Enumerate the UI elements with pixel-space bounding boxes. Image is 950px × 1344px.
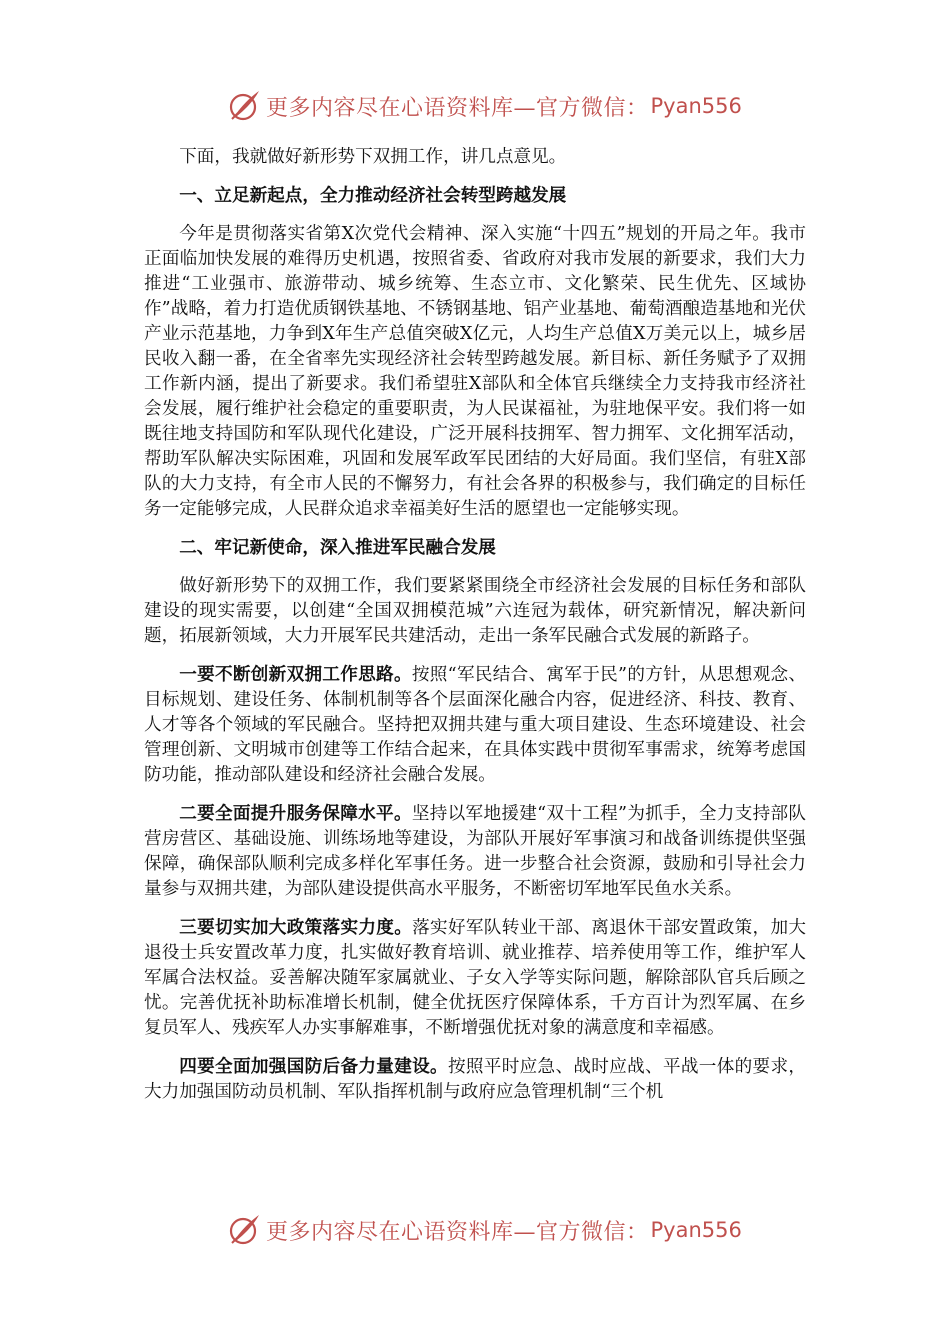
point-lead: 三要切实加大政策落实力度。: [179, 917, 413, 938]
watermark-header: [226, 86, 742, 126]
point-text: 落实好军队转业干部、离退休干部安置政策，加大退役士兵安置改革力度，扎实做好教育培训、就业推荐、培养使用等工作，维护军人军属合法权益。妥善解决随军家属就业、子女入学等实际问题，解除部队官兵后顾之忧。完善优抚补助标准增长机制，健全优抚医疗保障体系，千方百计为烈军属、在乡复员军人、残疾军人办实事解难事，不断增强优抚对象的满意度和幸福感。: [144, 918, 806, 1038]
quill-logo-icon: [226, 1212, 262, 1248]
point-paragraph: [144, 1054, 806, 1105]
watermark-wechat-id: Pyan556: [650, 1218, 742, 1242]
point-paragraph: [144, 915, 806, 1041]
watermark-text: 更多内容尽在心语资料库—官方微信：: [266, 1219, 649, 1245]
point-text: 按照“军民结合、寓军于民”的方针，从思想观念、目标规划、建设任务、体制机制等各个层面深化融合内容，促进经济、科技、教育、人才等各个领域的军民融合。坚持把双拥共建与重大项目建设、生态环境建设、社会管理创新、文明城市创建等工作结合起来，在具体实践中贯彻军事需求，统筹考虑国防功能，推动部队建设和经济社会融合发展。: [144, 665, 806, 785]
point-paragraph: [144, 801, 806, 902]
watermark-footer: [226, 1210, 742, 1250]
point-text: 按照平时应急、战时应战、平战一体的要求，大力加强国防动员机制、军队指挥机制与政府应急管理机制“三个机: [144, 1057, 806, 1102]
point-lead: 一要不断创新双拥工作思路。: [179, 664, 412, 685]
watermark-wechat-id: Pyan556: [650, 94, 742, 118]
section-1-body: 今年是贯彻落实省第X次党代会精神、深入实施“十四五”规划的开局之年。我市正面临加快发展的难得历史机遇，按照省委、省政府对我市发展的新要求，我们大力推进“工业强市、旅游带动、城乡统筹、生态立市、文化繁荣、民生优先、区域协作”战略，着力打造优质钢铁基地、不锈钢基地、铝产业基地、葡萄酒酿造基地和光伏产业示范基地，力争到X年生产总值突破X亿元，人均生产总值X万美元以上，城乡居民收入翻一番，在全省率先实现经济社会转型跨越发展。新目标、新任务赋予了双拥工作新内涵，提出了新要求。我们希望驻X部队和全体官兵继续全力支持我市经济社会发展，履行维护社会稳定的重要职责，为人民谋福祉，为驻地保平安。我们将一如既往地支持国防和军队现代化建设，广泛开展科技拥军、智力拥军、文化拥军活动，帮助军队解决实际困难，巩固和发展军政军民团结的大好局面。我们坚信，有驻X部队的大力支持，有全市人民的不懈努力，有社会各界的积极参与，我们确定的目标任务一定能够完成，人民群众追求幸福美好生活的愿望也一定能够实现。: [144, 224, 806, 519]
watermark-text: 更多内容尽在心语资料库—官方微信：: [266, 95, 649, 121]
section-2-heading: 二、牢记新使命，深入推进军民融合发展: [179, 537, 496, 558]
point-text: 坚持以军地援建“双十工程”为抓手，全力支持部队营房营区、基础设施、训练场地等建设，为部队开展好军事演习和战备训练提供坚强保障，确保部队顺利完成多样化军事任务。进一步整合社会资源，鼓励和引导社会力量参与双拥共建，为部队建设提供高水平服务，不断密切军地军民鱼水关系。: [144, 804, 806, 899]
point-lead: 二要全面提升服务保障水平。: [179, 803, 412, 824]
point-lead: 四要全面加强国防后备力量建设。: [179, 1056, 448, 1077]
document-body: [144, 145, 806, 1118]
section-1-heading: 一、立足新起点，全力推动经济社会转型跨越发展: [179, 185, 567, 206]
quill-logo-icon: [226, 88, 262, 124]
section-2-body: 做好新形势下的双拥工作，我们要紧紧围绕全市经济社会发展的目标任务和部队建设的现实需要，以创建“全国双拥模范城”六连冠为载体，研究新情况，解决新问题，拓展新领域，大力开展军民共建活动，走出一条军民融合式发展的新路子。: [144, 576, 806, 646]
intro-paragraph: 下面，我就做好新形势下双拥工作，讲几点意见。: [179, 147, 567, 167]
point-paragraph: [144, 662, 806, 788]
